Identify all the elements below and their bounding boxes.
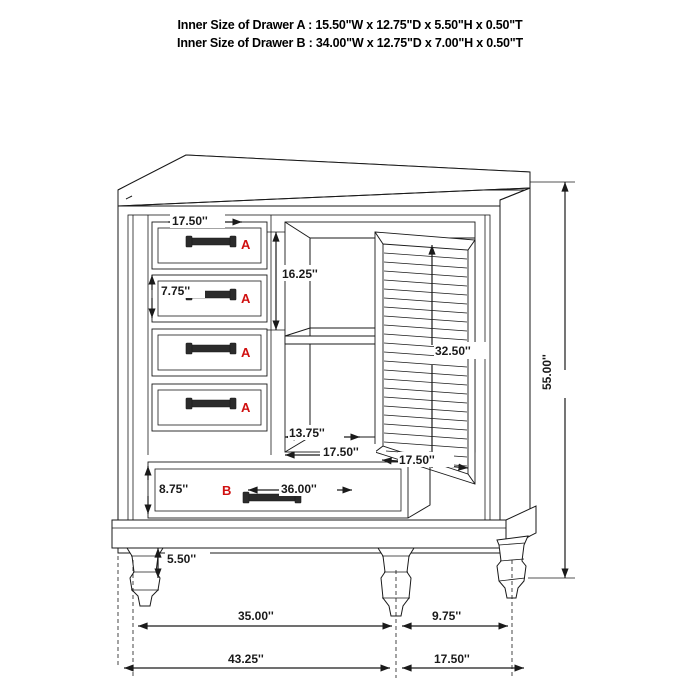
dim-leg-height — [158, 548, 210, 578]
label-drawer-b: B — [222, 483, 232, 498]
dim-label-shelf-depth: 13.75'' — [289, 426, 325, 440]
dim-front-left-width — [138, 607, 392, 626]
cabinet-right-side — [500, 188, 530, 553]
header-line-2: Inner Size of Drawer B : 34.00"W x 12.75"D x 7.00"H x 0.50"T — [177, 36, 523, 50]
dim-label-front-right-width: 9.75'' — [432, 609, 462, 623]
dim-label-base-right-width: 17.50'' — [434, 652, 470, 666]
cabinet-top — [118, 155, 530, 206]
label-drawer-a-2: A — [241, 291, 251, 306]
dim-label-drawer-top-width: 17.50'' — [172, 214, 208, 228]
dim-label-drawer-stack-height: 16.25'' — [282, 267, 318, 281]
dim-label-leg-height: 5.50'' — [167, 552, 197, 566]
dim-base-left-width — [124, 650, 390, 668]
dim-label-front-left-width: 35.00'' — [238, 609, 274, 623]
dim-label-drawer-face-height: 7.75'' — [161, 284, 191, 298]
dim-label-door-width: 17.50'' — [399, 453, 435, 467]
dim-label-drawer-b-width: 36.00'' — [281, 482, 317, 496]
label-drawer-a-4: A — [241, 400, 251, 415]
dim-front-right-width — [402, 607, 508, 626]
dim-label-drawer-b-height: 8.75'' — [159, 482, 189, 496]
dim-label-base-left-width: 43.25'' — [228, 652, 264, 666]
dim-base-right-width — [402, 650, 524, 668]
dim-label-door-height: 32.50'' — [435, 344, 471, 358]
dim-label-total-height: 55.00'' — [540, 354, 554, 390]
dim-label-shelf-width: 17.50'' — [323, 445, 359, 459]
label-drawer-a-3: A — [241, 345, 251, 360]
label-drawer-a-1: A — [241, 237, 251, 252]
header-line-1: Inner Size of Drawer A : 15.50"W x 12.75"D x 5.50"H x 0.50"T — [177, 18, 523, 32]
